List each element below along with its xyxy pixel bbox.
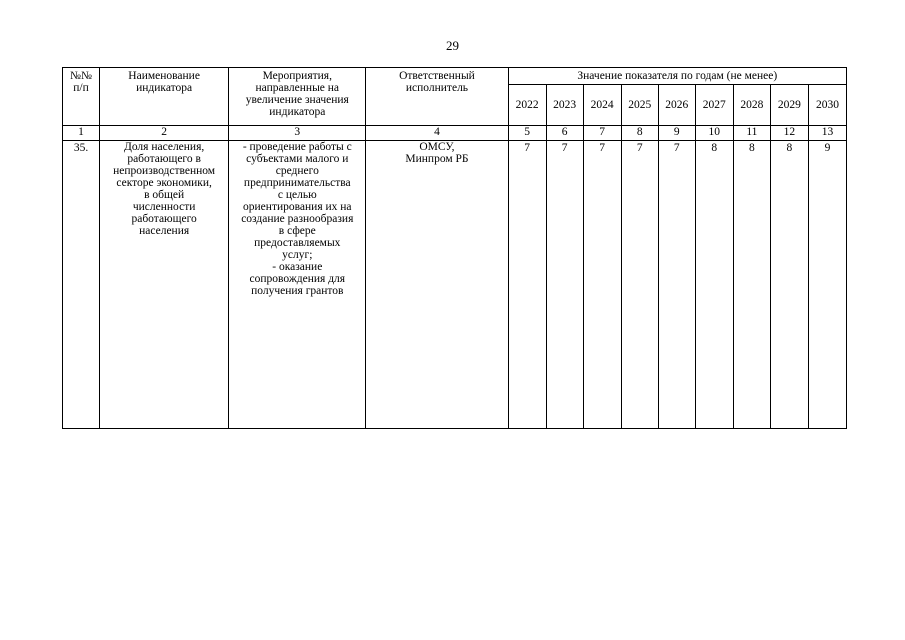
column-number: 8 [621,126,658,141]
header-year: 2026 [658,85,695,126]
value-cell: 8 [695,141,733,429]
value-cell: 9 [808,141,846,429]
header-values-group: Значение показателя по годам (не менее) [508,68,846,85]
header-year: 2023 [546,85,583,126]
column-number: 13 [808,126,846,141]
header-row-1 [63,68,847,85]
header-year: 2030 [808,85,846,126]
value-cell: 8 [770,141,808,429]
header-name: Наименование индикатора [100,68,229,126]
value-cell: 7 [583,141,621,429]
column-number: 3 [229,126,366,141]
column-number: 10 [695,126,733,141]
column-number: 5 [508,126,546,141]
header-num: №№ п/п [63,68,100,126]
value-cell: 7 [658,141,695,429]
header-year: 2022 [508,85,546,126]
column-number: 11 [733,126,770,141]
row-number: 35. [63,141,100,429]
column-number: 6 [546,126,583,141]
table-row [63,141,847,429]
column-number: 1 [63,126,100,141]
header-year: 2025 [621,85,658,126]
indicator-responsible: ОМСУ, Минпром РБ [366,141,508,429]
column-number: 2 [100,126,229,141]
column-number: 7 [583,126,621,141]
header-year: 2027 [695,85,733,126]
header-year: 2028 [733,85,770,126]
page-number: 29 [446,38,459,53]
value-cell: 7 [508,141,546,429]
value-cell: 7 [546,141,583,429]
column-number: 4 [366,126,508,141]
column-number: 9 [658,126,695,141]
column-number: 12 [770,126,808,141]
indicator-events: - проведение работы с субъектами малого и среднего предпринимательства с целью ориентирования их на создание разнообразия в сфере предоставляемых услуг; - оказание сопровождения для получения грантов [229,141,366,429]
header-year: 2029 [770,85,808,126]
value-cell: 8 [733,141,770,429]
indicator-name: Доля населения, работающего в непроизводственном секторе экономики, в общей численности работающего населения [100,141,229,429]
header-responsible: Ответственный исполнитель [366,68,508,126]
header-events: Мероприятия, направленные на увеличение значения индикатора [229,68,366,126]
column-numbers-row [63,126,847,141]
header-year: 2024 [583,85,621,126]
value-cell: 7 [621,141,658,429]
indicator-table [62,67,847,429]
